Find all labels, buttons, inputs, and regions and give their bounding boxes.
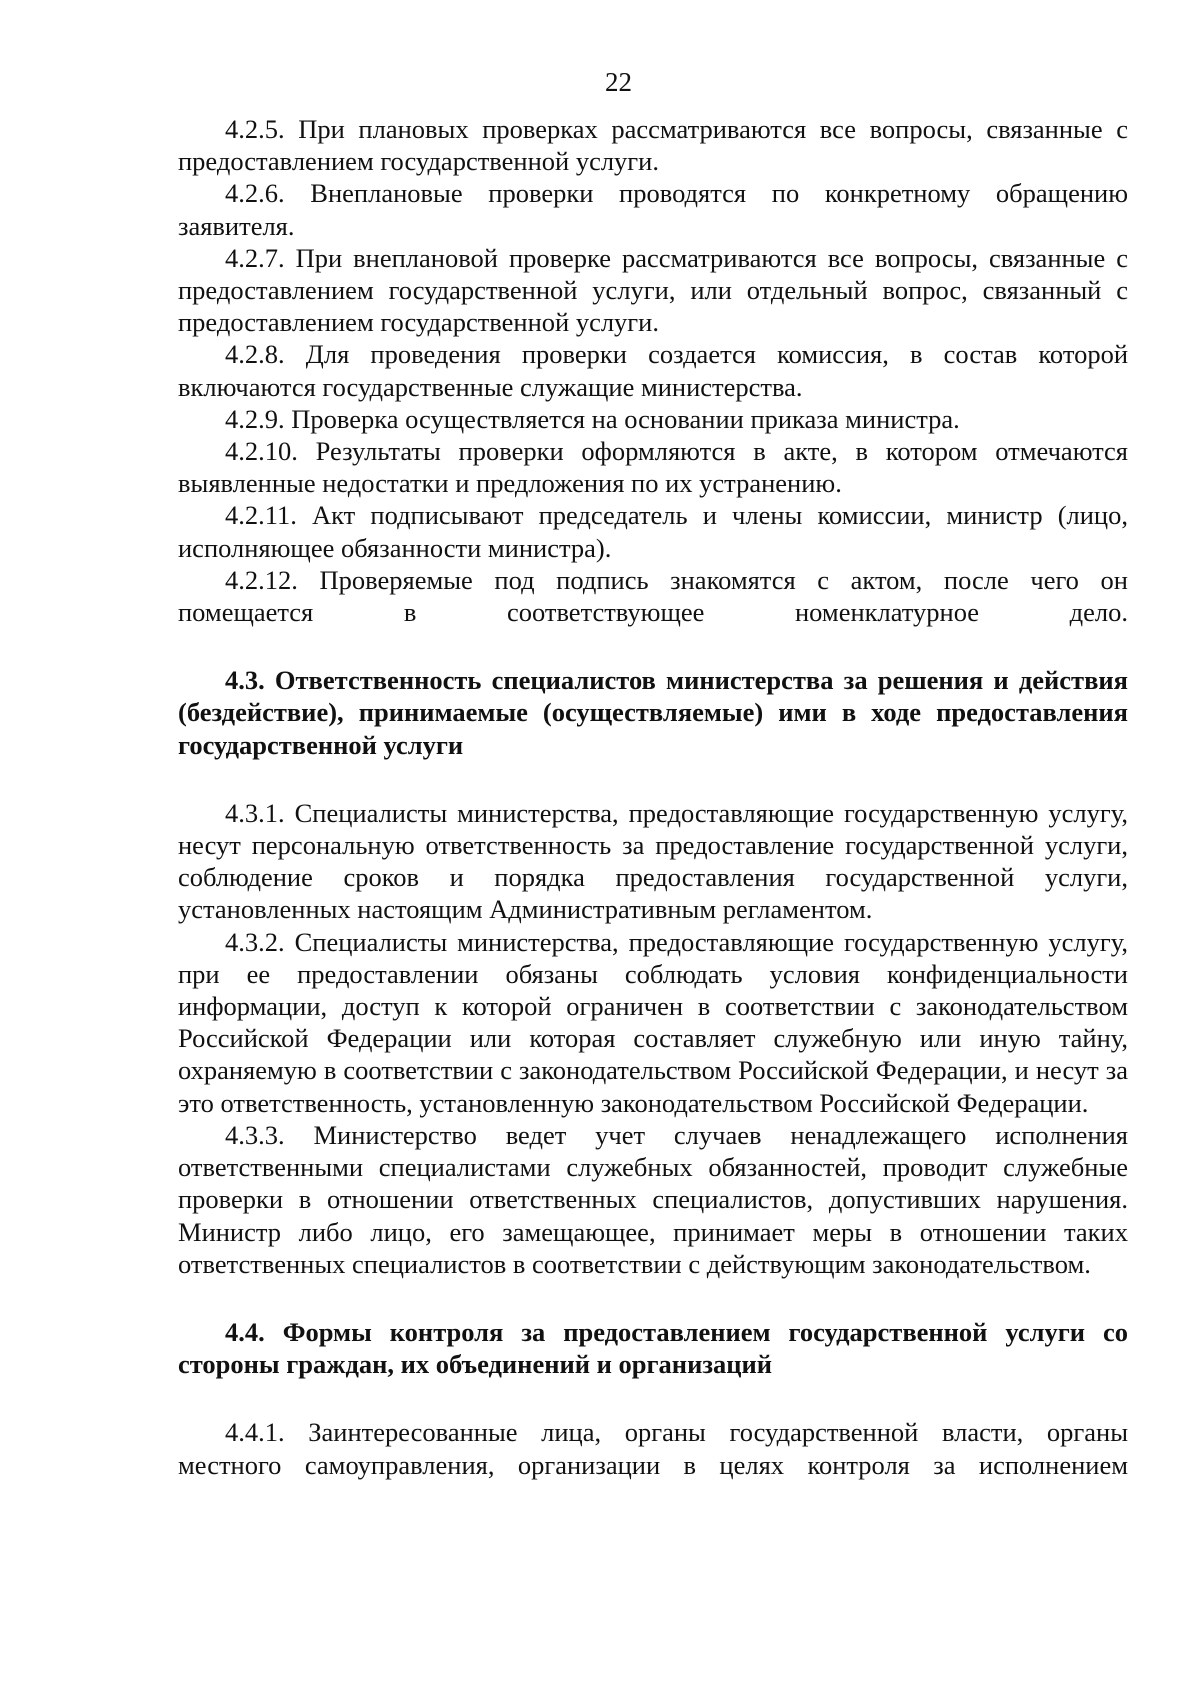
section-spacer [178,1380,1128,1416]
paragraph-4-2-12: 4.2.12. Проверяемые под подпись знакомятся с актом, после чего он помещается в соответствующее номенклатурное дело. [178,564,1128,628]
section-heading-4-4: 4.4. Формы контроля за предоставлением государственной услуги со стороны граждан, их объединений и организаций [178,1316,1128,1380]
section-heading-4-3: 4.3. Ответственность специалистов министерства за решения и действия (бездействие), принимаемые (осуществляемые) ими в ходе предоставления государственной услуги [178,665,1128,760]
paragraph-4-2-6: 4.2.6. Внеплановые проверки проводятся по конкретному обращению заявителя. [178,178,1128,241]
section-spacer [178,628,1128,664]
paragraph-4-3-1: 4.3.1. Специалисты министерства, предоставляющие государственную услугу, несут персональную ответственность за предоставление государственной услуги, соблюдение сроков и порядка предоставления государственной услуги, установленных настоящим Административным регламентом. [178,797,1128,925]
paragraph-4-2-10: 4.2.10. Результаты проверки оформляются в акте, в котором отмечаются выявленные недостатки и предложения по их устранению. [178,436,1128,499]
paragraph-4-2-5: 4.2.5. При плановых проверках рассматриваются все вопросы, связанные с предоставлением государственной услуги. [178,114,1128,177]
paragraph-4-2-11: 4.2.11. Акт подписывают председатель и члены комиссии, министр (лицо, исполняющее обязанности министра). [178,500,1128,563]
paragraph-4-4-1: 4.4.1. Заинтересованные лица, органы государственной власти, органы местного самоуправления, организации в целях контроля за исполнением [178,1417,1128,1480]
paragraph-4-2-9: 4.2.9. Проверка осуществляется на основании приказа министра. [225,403,960,434]
paragraph-4-3-3: 4.3.3. Министерство ведет учет случаев ненадлежащего исполнения ответственными специалистами служебных обязанностей, проводит служебные проверки в отношении ответственных специалистов, допустивших нарушения. Министр либо лицо, его замещающее, принимает меры в отношении таких ответственных специалистов в соответствии с действующим законодательством. [178,1119,1128,1279]
section-spacer [178,1280,1128,1316]
paragraph-4-2-7: 4.2.7. При внеплановой проверке рассматриваются все вопросы, связанные с предоставлением государственной услуги, или отдельный вопрос, связанный с предоставлением государственной услуги. [178,242,1128,338]
section-spacer [178,761,1128,797]
paragraph-4-3-2: 4.3.2. Специалисты министерства, предоставляющие государственную услугу, при ее предоставлении обязаны соблюдать условия конфиденциальности информации, доступ к которой ограничен в соответствии с законодательством Российской Федерации или которая составляет служебную или иную тайну, охраняемую в соответствии с законодательством Российской Федерации, и несут за это ответственность, установленную законодательством Российской Федерации. [178,926,1128,1118]
document-body [178,113,1128,1481]
page-number: 22 [605,67,632,97]
paragraph-4-2-8: 4.2.8. Для проведения проверки создается комиссия, в состав которой включаются государственные служащие министерства. [178,339,1128,402]
